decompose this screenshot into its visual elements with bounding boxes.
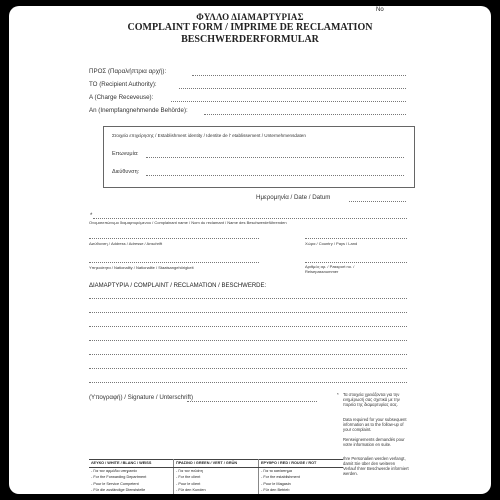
complainant-country-label: Χώρα / Country / Pays / Land	[305, 241, 358, 246]
recipient-line-greek[interactable]	[192, 75, 406, 76]
required-marker: *	[90, 213, 93, 219]
complaint-line-2[interactable]	[89, 312, 407, 313]
recipient-line-french[interactable]	[171, 101, 406, 102]
establishment-name-line[interactable]	[146, 157, 404, 158]
copy-cell: - Για το κατάστημα	[261, 468, 292, 473]
table-row	[89, 467, 343, 474]
complainant-address-line[interactable]	[89, 238, 259, 239]
note-german: Ihre Personalien werden verlangt, damit Sie über den weiteren Verlauf Ihrer Beschwerde informiert werden.	[343, 456, 409, 476]
recipient-line-german[interactable]	[204, 114, 406, 115]
complaint-line-5[interactable]	[89, 354, 407, 355]
complainant-nationality-label: Υπηκοότητα / Nationality / Nationalite / Staatsangehörigkeit	[89, 265, 194, 270]
complaint-heading: ΔΙΑΜΑΡΤΥΡΙΑ / COMPLAINT / RECLAMATION / BESCHWERDE:	[89, 283, 267, 289]
complaint-line-1[interactable]	[89, 298, 407, 299]
copy-cell: - For the client	[174, 474, 259, 481]
date-label: Ημερομηνία / Date / Datum	[256, 194, 331, 201]
complaint-line-6[interactable]	[89, 368, 407, 369]
complainant-country-line[interactable]	[305, 238, 407, 239]
complainant-passport-label: Αριθμός αρ. / Passport no. /	[305, 264, 355, 269]
recipient-label-english: TO (Recipient Authority):	[89, 81, 157, 88]
copy-cell: - Für die zuständige Dienststelle	[89, 487, 174, 494]
copy-cell: - Για τον πελάτη	[174, 467, 259, 474]
copies-header-row	[89, 460, 343, 468]
note-asterisk: *	[337, 392, 339, 397]
complaint-line-7[interactable]	[89, 382, 407, 383]
signature-label: (Υπογραφή) / Signature / Unterschrift)	[89, 394, 194, 401]
complainant-nationality-line[interactable]	[89, 262, 259, 263]
copies-distribution-table	[89, 459, 343, 494]
note-french: Renseignements demandés pour votre information en suite.	[343, 437, 405, 447]
copy-cell: - Für den Kunden	[174, 487, 259, 494]
recipient-label-german: An (Inempfangnehmende Behörde):	[89, 107, 188, 114]
complainant-address-label: Διεύθυνση / Address / Adresse / Anschrift	[89, 241, 163, 246]
date-line[interactable]	[349, 201, 406, 202]
copy-cell: - Pour le Magasin	[261, 481, 291, 486]
establishment-heading: Στοιχεία επιχείρησης / Establishment identity / Identite de l' etablissement / Unternehmensdaten	[112, 133, 306, 138]
copy-cell: - Für den Betrieb	[261, 488, 290, 493]
title-greek: ΦΥΛΛΟ ΔΙΑΜΑΡΤΥΡΙΑΣ	[196, 12, 304, 22]
note-english: Data required for your subsequent information as to the follow-up of your complaint.	[343, 417, 407, 432]
copy-red-header: ΕΡΥΘΡΟ / RED / ROUGE / ROT	[259, 460, 344, 468]
complainant-name-label: Ονοματεπώνυμο διαμαρτυρόμενου / Complainant name / Nom du reclamant / Name des Beschwerdeführenden	[89, 220, 287, 225]
note-greek: Τα στοιχεία χρειάζονται για την ενημέρωσή σας σχετικά με την πορεία της διαμαρτυρίας σας.	[343, 392, 400, 407]
title-english-french: COMPLAINT FORM / IMPRIME DE RECLAMATION	[127, 22, 373, 33]
recipient-line-english[interactable]	[179, 88, 406, 89]
complaint-line-4[interactable]	[89, 340, 407, 341]
signature-line[interactable]	[187, 401, 317, 402]
title-german: BESCHWERDERFORMULAR	[181, 34, 319, 45]
copy-cell: - Για τον αρμόδιο υπηρεσία	[89, 467, 174, 474]
establishment-address-label: Διεύθυνση:	[112, 169, 140, 175]
establishment-box	[103, 126, 415, 188]
establishment-name-label: Επωνυμία:	[112, 151, 139, 157]
complainant-name-line[interactable]	[93, 218, 407, 219]
copy-cell: - Pour le Service Competent	[89, 481, 174, 488]
copy-white-header: ΛΕΥΚΟ / WHITE / BLANC / WEISS	[89, 460, 174, 468]
complaint-line-3[interactable]	[89, 326, 407, 327]
complaint-form-page	[9, 6, 491, 494]
complainant-passport-line[interactable]	[305, 262, 407, 263]
copy-cell: - For the establishment	[261, 475, 300, 480]
recipient-label-french: A (Charge Receveuse):	[89, 94, 154, 101]
copy-cell: - For the Forwarding Department	[89, 474, 174, 481]
recipient-label-greek: ΠΡΟΣ (Παραλήπτρια αρχή):	[89, 68, 167, 75]
establishment-address-line[interactable]	[146, 175, 404, 176]
form-number-label: No	[376, 7, 384, 13]
copy-cell: - Pour le client	[174, 481, 259, 488]
table-row	[89, 487, 343, 494]
copy-green-header: ΠΡΑΣΙΝΟ / GREEN / VERT / GRÜN	[174, 460, 259, 468]
complainant-passport-label-cont: Reisepassnummer	[305, 269, 339, 274]
